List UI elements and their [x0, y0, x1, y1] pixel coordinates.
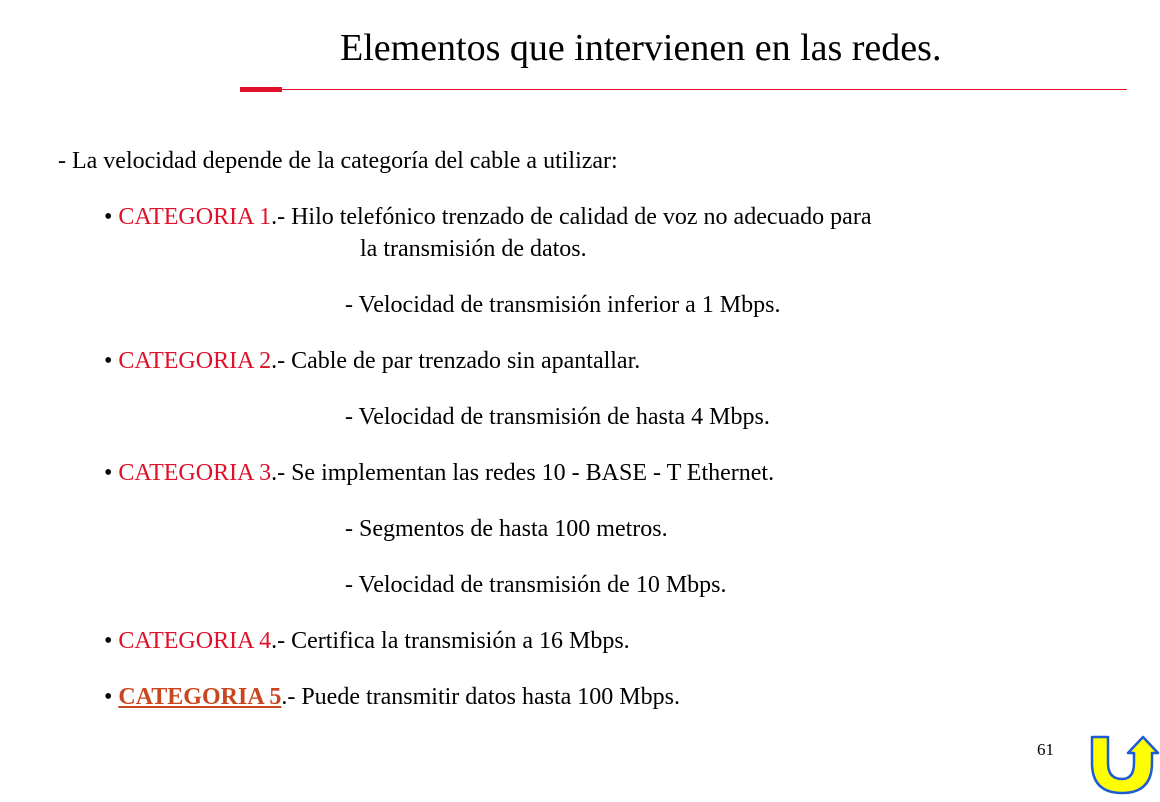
- intro-text: - La velocidad depende de la categoría del cable a utilizar:: [58, 148, 618, 174]
- list-item-categoria-4: [104, 627, 630, 655]
- bullet: •: [104, 460, 113, 486]
- category-label: CATEGORIA 4: [118, 628, 272, 654]
- category-description-continuation: la transmisión de datos.: [360, 236, 587, 262]
- category-label: CATEGORIA 1: [118, 204, 272, 230]
- list-item-categoria-5: [104, 683, 680, 711]
- category-description: .- Certifica la transmisión a 16 Mbps.: [271, 628, 630, 654]
- page-title: Elementos que intervienen en las redes.: [340, 27, 942, 69]
- category-label: CATEGORIA 2: [118, 348, 272, 374]
- category-detail: - Velocidad de transmisión de 10 Mbps.: [345, 572, 727, 598]
- list-item-categoria-1: [104, 203, 871, 231]
- category-description: .- Se implementan las redes 10 - BASE - T Ethernet.: [271, 460, 775, 486]
- bullet: •: [104, 204, 113, 230]
- category-detail: - Velocidad de transmisión inferior a 1 Mbps.: [345, 292, 781, 318]
- category-description: .- Cable de par trenzado sin apantallar.: [271, 348, 641, 374]
- category-detail: - Segmentos de hasta 100 metros.: [345, 516, 668, 542]
- categoria-5-link[interactable]: CATEGORIA 5: [118, 684, 282, 710]
- category-label: CATEGORIA 3: [118, 460, 272, 486]
- title-underline: [282, 89, 1127, 90]
- bullet: •: [104, 348, 113, 374]
- bullet: •: [104, 628, 113, 654]
- bullet: •: [104, 684, 113, 710]
- u-turn-arrow-icon: [1088, 733, 1160, 797]
- return-navigation-button[interactable]: [1088, 733, 1160, 797]
- list-item-categoria-3: [104, 459, 774, 487]
- page-number: 61: [1037, 740, 1054, 759]
- list-item-categoria-2: [104, 347, 640, 375]
- title-accent-bar: [240, 87, 282, 92]
- category-detail: - Velocidad de transmisión de hasta 4 Mbps.: [345, 404, 770, 430]
- category-description: .- Hilo telefónico trenzado de calidad de voz no adecuado para: [271, 204, 872, 230]
- category-description: .- Puede transmitir datos hasta 100 Mbps.: [281, 684, 680, 710]
